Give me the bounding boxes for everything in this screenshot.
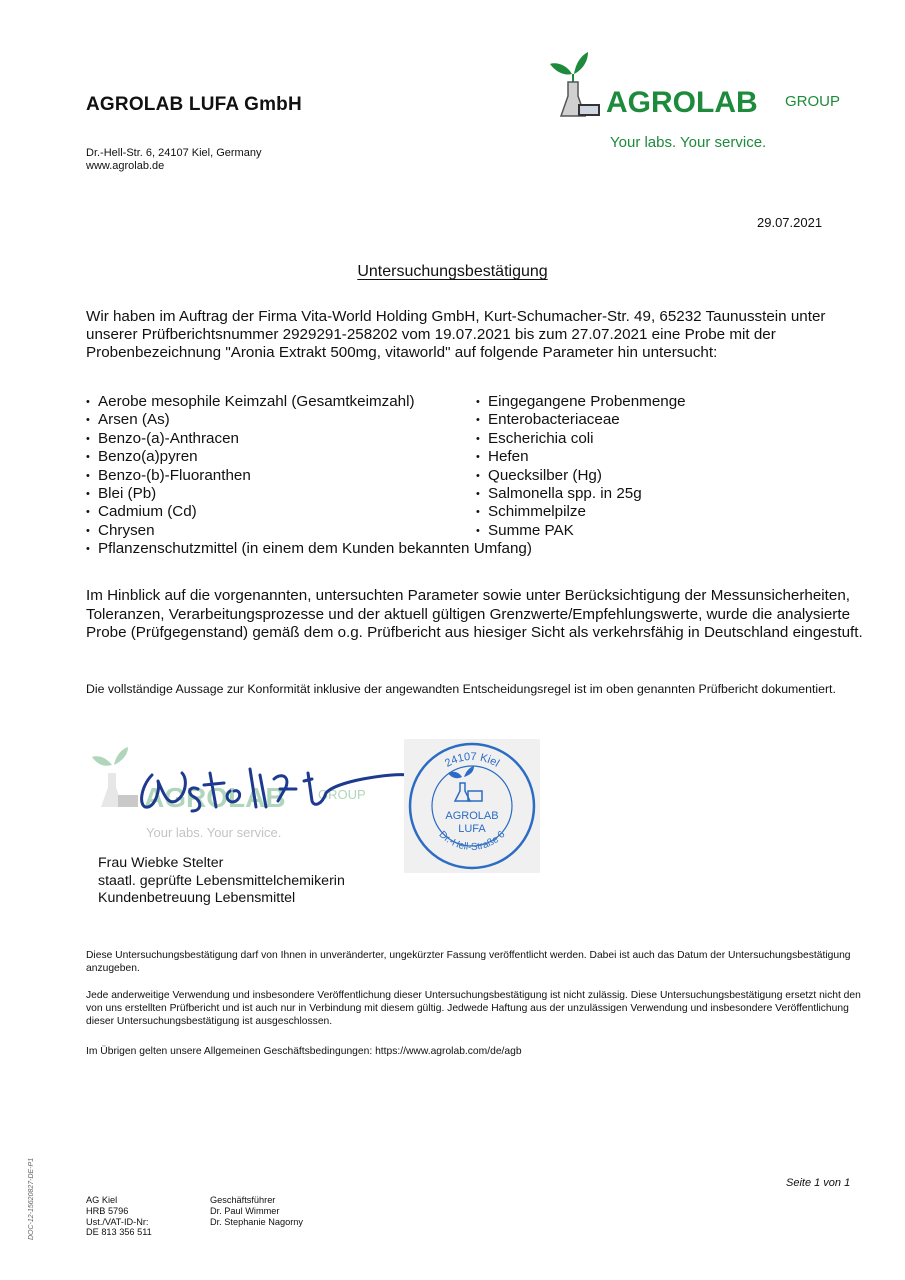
signer-title: staatl. geprüfte Lebensmittelchemikerin — [98, 872, 345, 889]
conformity-note: Die vollständige Aussage zur Konformität inklusive der angewandten Entscheidungsregel ist im oben genannten Prüfbericht dokumentiert. — [86, 682, 836, 696]
footer-line: DE 813 356 511 — [86, 1227, 152, 1238]
svg-text:AGROLAB: AGROLAB — [445, 810, 499, 822]
svg-text:AGROLAB: AGROLAB — [606, 86, 758, 119]
footer-management — [210, 1195, 303, 1227]
list-item: • Arsen (As) — [86, 411, 415, 429]
parameter-column-right — [476, 393, 686, 540]
intro-paragraph: Wir haben im Auftrag der Firma Vita-World Holding GmbH, Kurt-Schumacher-Str. 49, 65232 Taunusstein unter unserer Prüfberichtsnummer 2929291-258202 vom 19.07.2021 bis zum 27.07.2021 eine Probe mit der Probenbezeichnung "Aronia Extrakt 500mg, vitaworld" auf folgende Parameter hin untersucht: — [86, 308, 826, 361]
footer-line: Ust./VAT-ID-Nr: — [86, 1216, 149, 1227]
list-item: • Quecksilber (Hg) — [476, 467, 686, 485]
svg-text:Your labs. Your service.: Your labs. Your service. — [146, 825, 282, 840]
footer-line: HRB 5796 — [86, 1205, 129, 1216]
parameter-column-left — [86, 393, 415, 540]
list-item: • Pflanzenschutzmittel (in einem dem Kunden bekannten Umfang) — [86, 540, 532, 558]
agrolab-group-logo — [548, 52, 858, 152]
footer-line: Dr. Paul Wimmer — [210, 1205, 280, 1216]
footer-line: AG Kiel — [86, 1195, 118, 1205]
svg-text:24107 Kiel: 24107 Kiel — [442, 750, 502, 770]
list-item: • Summe PAK — [476, 522, 686, 540]
list-item: • Chrysen — [86, 522, 415, 540]
list-item: • Escherichia coli — [476, 430, 686, 448]
document-code: DOC-12-15620827-DE-P1 — [28, 1157, 35, 1240]
footer-line: Geschäftsführer — [210, 1195, 276, 1205]
list-item: • Aerobe mesophile Keimzahl (Gesamtkeimzahl) — [86, 393, 415, 411]
disclaimer-liability: Jede anderweitige Verwendung und insbesondere Veröffentlichung dieser Untersuchungsbestätigung ist nicht zulässig. Diese Untersuchungsbestätigung ersetzt nicht den von uns erstellten Prüfbericht und ist auch nur in Verbindung mit diesem gültig. Jedwede Haftung aus der unzulässigen Verwendung und insbesondere Veröffentlichung dieser Untersuchungsbestätigung ist ausgeschlossen. — [86, 990, 861, 1027]
document-title: Untersuchungsbestätigung — [357, 263, 548, 280]
signer-department: Kundenbetreuung Lebensmittel — [98, 890, 296, 906]
address-website: www.agrolab.de — [86, 160, 165, 172]
company-address — [86, 147, 261, 173]
document-date: 29.07.2021 — [757, 215, 823, 230]
company-name: AGROLAB LUFA GmbH — [86, 94, 302, 115]
disclaimer-terms: Im Übrigen gelten unsere Allgemeinen Geschäftsbedingungen: https://www.agrolab.com/de/agb — [86, 1046, 522, 1057]
svg-text:AGROLAB: AGROLAB — [144, 782, 286, 813]
footer-line: Dr. Stephanie Nagorny — [210, 1216, 303, 1227]
company-stamp — [404, 739, 540, 873]
list-item: • Cadmium (Cd) — [86, 503, 415, 521]
page-number: Seite 1 von 1 — [786, 1177, 851, 1189]
disclaimer-publication: Diese Untersuchungsbestätigung darf von Ihnen in unveränderter, ungekürzter Fassung veröffentlicht werden. Dabei ist auch das Datum der Untersuchungsbestätigung anzugeben. — [86, 950, 851, 974]
svg-text:Your labs. Your service.: Your labs. Your service. — [610, 134, 767, 151]
list-item: • Blei (Pb) — [86, 485, 415, 503]
stamp-seal — [404, 739, 540, 873]
svg-text:Dr.-Hell-Straße 6: Dr.-Hell-Straße 6 — [436, 829, 508, 853]
signer-block — [98, 855, 345, 908]
list-item: • Salmonella spp. in 25g — [476, 485, 686, 503]
list-item: • Enterobacteriaceae — [476, 411, 686, 429]
svg-text:LUFA: LUFA — [458, 823, 486, 835]
address-street: Dr.-Hell-Str. 6, 24107 Kiel, Germany — [86, 147, 262, 159]
parameter-full-width — [86, 540, 532, 558]
list-item: • Schimmelpilze — [476, 503, 686, 521]
list-item: • Eingegangene Probenmenge — [476, 393, 686, 411]
footer-registry — [86, 1195, 152, 1238]
svg-text:GROUP: GROUP — [785, 93, 841, 110]
list-item: • Hefen — [476, 448, 686, 466]
list-item: • Benzo(a)pyren — [86, 448, 415, 466]
list-item: • Benzo-(b)-Fluoranthen — [86, 467, 415, 485]
svg-text:GROUP: GROUP — [318, 787, 366, 802]
list-item: • Benzo-(a)-Anthracen — [86, 430, 415, 448]
signature-with-logo-watermark — [90, 745, 410, 845]
signer-name: Frau Wiebke Stelter — [98, 855, 224, 871]
assessment-paragraph: Im Hinblick auf die vorgenannten, untersuchten Parameter sowie unter Berücksichtigung der Messunsicherheiten, Toleranzen, Verarbeitungsprozesse und der aktuell gültigen Grenzwerte/Empfehlungswerte, wurde die analysierte Probe (Prüfgegenstand) gemäß dem o.g. Prüfbericht aus hiesiger Sicht als verkehrsfähig in Deutschland eingestuft. — [86, 587, 863, 641]
